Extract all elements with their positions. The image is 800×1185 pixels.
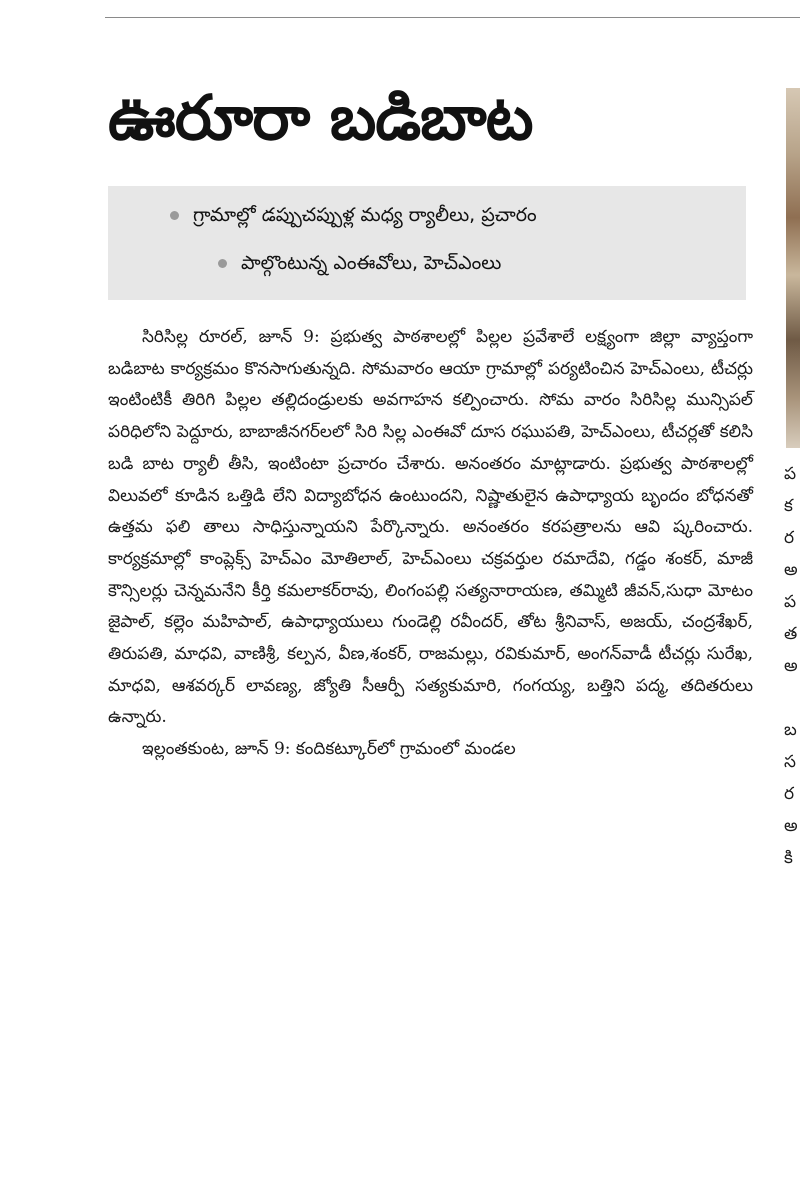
top-rule: [105, 17, 800, 18]
adjacent-text-fragment: కి: [784, 848, 793, 868]
article-paragraph: సిరిసిల్ల రూరల్, జూన్ 9: ప్రభుత్వ పాఠశాలల్లో పిల్లల ప్రవేశాలే లక్ష్యంగా జిల్లా వ్యాప్తంగా బడిబాట కార్యక్రమం కొనసాగుతున్నది. సోమవారం ఆయా గ్రామాల్లో పర్యటించిన హెచ్‌ఎంలు, టీచర్లు ఇంటింటికీ తిరిగి పిల్లల తల్లిదండ్రులకు అవగాహన కల్పించారు. సోమ వారం సిరిసిల్ల మున్సిపల్ పరిధిలోని పెద్దూరు, బాబాజీనగర్‌లలో సిరి సిల్ల ఎంఈవో దూస రఘుపతి, హెచ్‌ఎంలు, టీచర్లతో కలిసి బడి బాట ర్యాలీ తీసి, ఇంటింటా ప్రచారం చేశారు. అనంతరం మాట్లాడారు. ప్రభుత్వ పాఠశాలల్లో విలువలో కూడిన ఒత్తిడి లేని విద్యాబోధన ఉంటుందని, నిష్ణాతులైన ఉపాధ్యాయ బృందం బోధనతో ఉత్తమ ఫలి తాలు సాధిస్తున్నాయని పేర్కొన్నారు. అనంతరం కరపత్రాలను ఆవి ష్కరించారు. కార్యక్రమాల్లో కాంప్లెక్స్ హెచ్‌ఎం మోతిలాల్, హెచ్‌ఎంలు చక్రవర్తుల రమాదేవి, గడ్డం శంకర్, మాజీ కౌన్సిలర్లు చెన్నమనేని కీర్తి కమలాకర్‌రావు, లింగంపల్లి సత్యనారాయణ, తమ్మిటి జీవన్,సుధా మోటం జైపాల్, కల్లెం మహిపాల్, ఉపాధ్యాయులు గుండెల్లి రవీందర్, తోట శ్రీనివాస్, అజయ్, చంద్రశేఖర్, తిరుపతి, మాధవి, వాణిశ్రీ, కల్పన, వీణ,శంకర్, రాజమల్లు, రవికుమార్, అంగన్‌వాడీ టీచర్లు సురేఖ, మాధవి, ఆశవర్కర్ లావణ్య, జ్యోతి సీఆర్పీ సత్యకుమారి, గంగయ్య, బత్తిని పద్మ, తదితరులు ఉన్నారు.: [108, 327, 753, 728]
adjacent-text-fragment: క: [784, 496, 793, 516]
adjacent-text-fragment: బ: [784, 720, 797, 740]
adjacent-text-fragment: అ: [784, 656, 798, 676]
subhead-text: పాల్గొంటున్న ఎంఈవోలు, హెచ్‌ఎంలు: [241, 252, 502, 274]
subhead-line: [218, 248, 501, 278]
adjacent-text-fragment: అ: [784, 560, 798, 580]
subhead-text: గ్రామాల్లో డప్పుచప్పుళ్ల మధ్య ర్యాలీలు, ప్రచారం: [193, 204, 537, 226]
adjacent-photo-strip: [786, 88, 800, 448]
subheads-box: [108, 186, 746, 300]
adjacent-photo: [786, 88, 800, 448]
headline: ఊరూరా బడిబాట: [108, 81, 533, 154]
adjacent-article-column: [784, 458, 800, 1098]
adjacent-text-fragment: ప: [784, 464, 797, 484]
article-body: [108, 322, 753, 766]
bullet-icon: [218, 259, 227, 268]
adjacent-text-fragment: స: [784, 752, 796, 772]
bullet-icon: [170, 211, 179, 220]
article-paragraph: ఇల్లంతకుంట, జూన్ 9: కందికట్కూర్‌లో గ్రామంలో మండల: [142, 739, 516, 760]
adjacent-text-fragment: అ: [784, 816, 798, 836]
adjacent-text-fragment: ర: [784, 784, 795, 804]
adjacent-text-fragment: త: [784, 624, 798, 644]
subhead-line: [170, 200, 537, 230]
adjacent-text-fragment: [784, 682, 800, 714]
adjacent-text-fragment: ప: [784, 592, 797, 612]
adjacent-text-fragment: ర: [784, 528, 795, 548]
